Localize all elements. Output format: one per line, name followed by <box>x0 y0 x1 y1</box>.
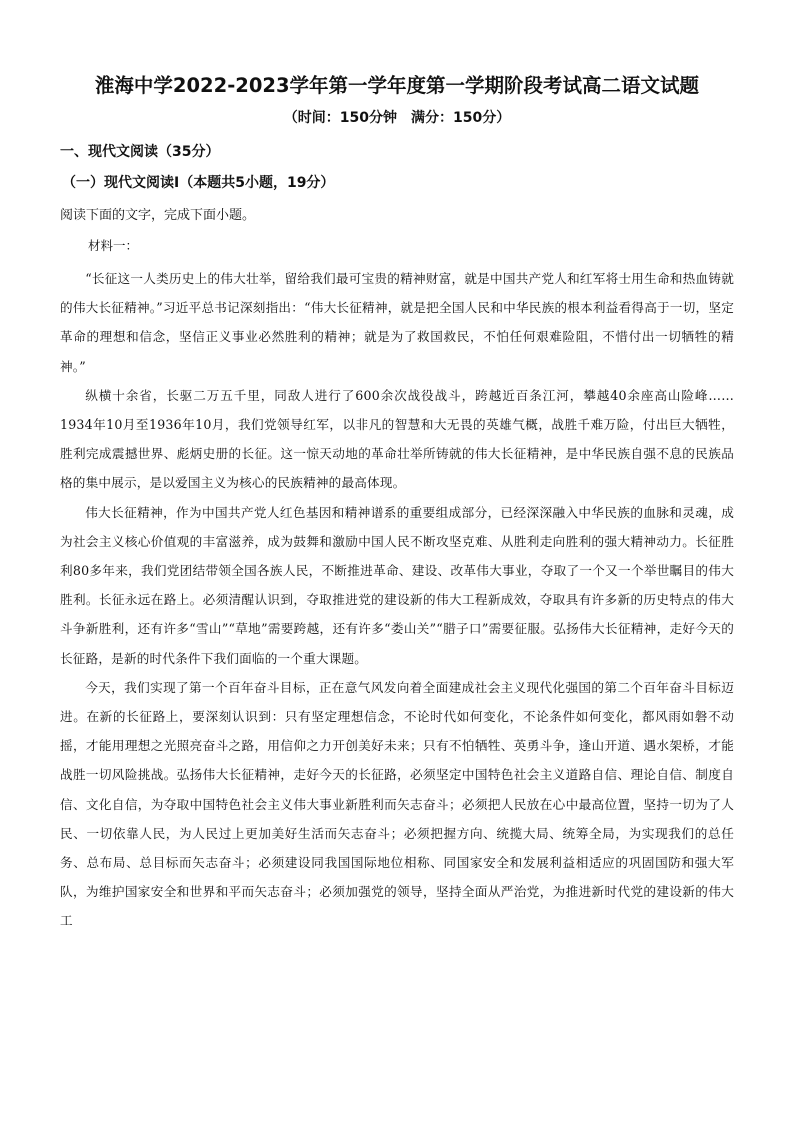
exam-title: 淮海中学2022-2023学年第一学年度第一学期阶段考试高二语文试题 <box>94 74 700 97</box>
passage-paragraph: 纵横十余省，长驱二万五千里，同敌人进行了600余次战役战斗，跨越近百条江河，攀越40余座高山险峰……1934年10月至1936年10月，我们党领导红军，以非凡的智慧和大无畏的英雄气概，战胜千难万险，付出巨大牺牲，胜利完成震撼世界、彪炳史册的长征。这一惊天动地的革命壮举所铸就的伟大长征精神，是中华民族自强不息的民族品格的集中展示，是以爱国主义为核心的民族精神的最高体现。 <box>60 387 734 491</box>
reading-passage <box>60 264 734 936</box>
exam-time-score: （时间：150分钟 满分：150分） <box>283 110 511 126</box>
material-label: 材料一： <box>88 238 139 253</box>
passage-paragraph: 今天，我们实现了第一个百年奋斗目标，正在意气风发向着全面建成社会主义现代化强国的第二个百年奋斗目标迈进。在新的长征路上，要深刻认识到：只有坚定理想信念，不论时代如何变化，不论条件如何变化，都风雨如磐不动摇，才能用理想之光照亮奋斗之路，用信仰之力开创美好未来；只有不怕牺牲、英勇斗争，逢山开道、遇水架桥，才能战胜一切风险挑战。弘扬伟大长征精神，走好今天的长征路，必须坚定中国特色社会主义道路自信、理论自信、制度自信、文化自信，为夺取中国特色社会主义伟大事业新胜利而矢志奋斗；必须把人民放在心中最高位置，坚持一切为了人民、一切依靠人民，为人民过上更加美好生活而矢志奋斗；必须把握方向、统揽大局、统筹全局，为实现我们的总任务、总布局、总目标而矢志奋斗；必须建设同我国国际地位相称、同国家安全和发展利益相适应的巩固国防和强大军队，为维护国家安全和世界和平而矢志奋斗；必须加强党的领导，坚持全面从严治党，为推进新时代党的建设新的伟大工 <box>60 679 734 929</box>
sub-section-heading: （一）现代文阅读Ⅰ（本题共5小题，19分） <box>62 175 335 191</box>
passage-paragraph: 伟大长征精神，作为中国共产党人红色基因和精神谱系的重要组成部分，已经深深融入中华民族的血脉和灵魂，成为社会主义核心价值观的丰富滋养，成为鼓舞和激励中国人民不断攻坚克难、从胜利走向胜利的强大精神动力。长征胜利80多年来，我们党团结带领全国各族人民，不断推进革命、建设、改革伟大事业，夺取了一个又一个举世瞩目的伟大胜利。长征永远在路上。必须清醒认识到，夺取推进党的建设新的伟大工程新成效，夺取具有许多新的历史特点的伟大斗争新胜利，还有许多“雪山”“草地”需要跨越，还有许多“娄山关”“腊子口”需要征服。弘扬伟大长征精神，走好今天的长征路，是新的时代条件下我们面临的一个重大课题。 <box>60 504 734 666</box>
passage-paragraph: “长征这一人类历史上的伟大壮举，留给我们最可宝贵的精神财富，就是中国共产党人和红军将士用生命和热血铸就的伟大长征精神。”习近平总书记深刻指出：“伟大长征精神，就是把全国人民和中华民族的根本利益看得高于一切，坚定革命的理想和信念，坚信正义事业必然胜利的精神；就是为了救国救民，不怕任何艰难险阻，不惜付出一切牺牲的精神。” <box>60 271 734 374</box>
section-heading: 一、现代文阅读（35分） <box>60 144 220 160</box>
reading-instruction: 阅读下面的文字，完成下面小题。 <box>60 208 256 223</box>
